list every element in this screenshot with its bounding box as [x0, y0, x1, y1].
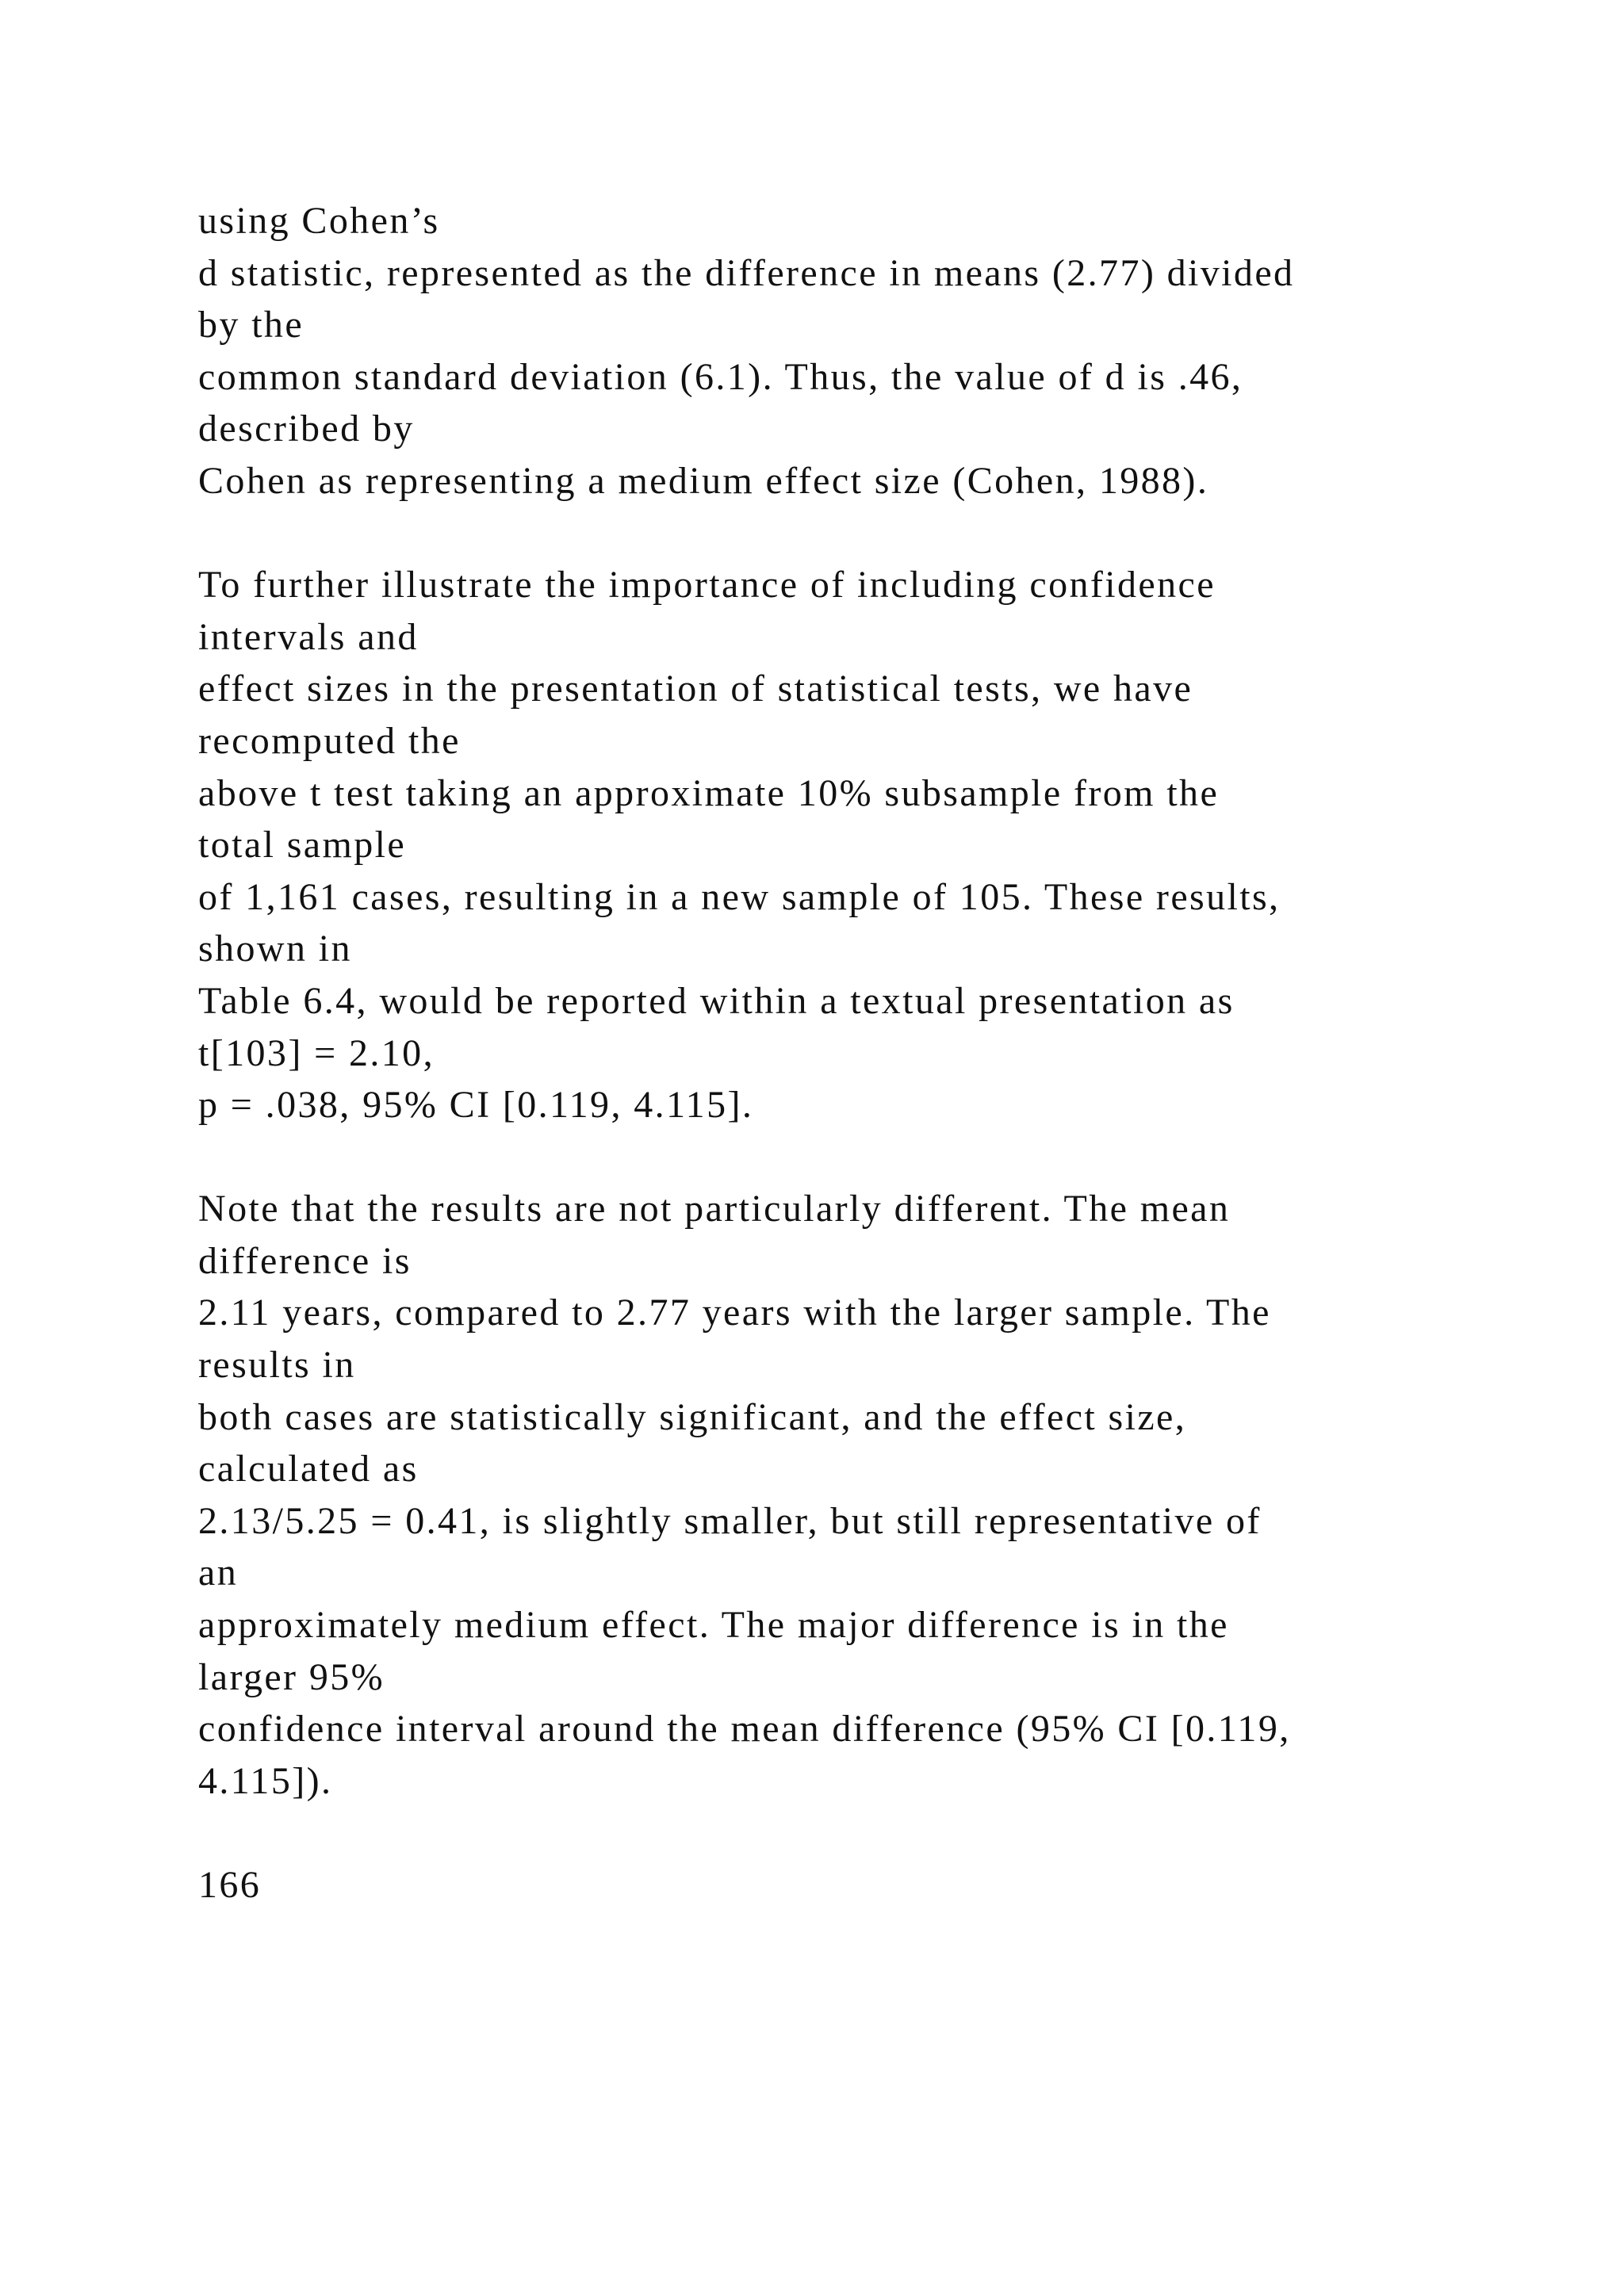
text-line: using Cohen’s — [198, 200, 440, 242]
text-line: an — [198, 1552, 239, 1594]
text-line: results in — [198, 1344, 356, 1387]
paragraph-subsample — [198, 559, 1546, 1131]
text-line: of 1,161 cases, resulting in a new sample of 105. These results, — [198, 875, 1281, 918]
text-line: approximately medium effect. The major difference is in the — [198, 1604, 1229, 1647]
text-line: Cohen as representing a medium effect size (Cohen, 1988). — [198, 459, 1209, 502]
text-line: recomputed the — [198, 719, 461, 762]
text-line: described by — [198, 408, 415, 450]
text-line: by the — [198, 304, 304, 346]
text-line: difference is — [198, 1239, 412, 1282]
text-line: confidence interval around the mean difference (95% CI [0.119, — [198, 1708, 1291, 1751]
page-number: 166 — [198, 1864, 262, 1906]
text-line: both cases are statistically significant, and the effect size, — [198, 1395, 1187, 1438]
paragraph-comparison — [198, 1183, 1546, 1807]
text-line: 2.11 years, compared to 2.77 years with the larger sample. The — [198, 1292, 1271, 1334]
text-line: shown in — [198, 928, 352, 970]
text-line: d statistic, represented as the difference in means (2.77) divided — [198, 251, 1295, 294]
body-text — [198, 195, 1546, 1911]
text-line: above t test taking an approximate 10% subsample from the — [198, 771, 1220, 814]
text-line: effect sizes in the presentation of statistical tests, we have — [198, 668, 1193, 710]
text-line: p = .038, 95% CI [0.119, 4.115]. — [198, 1084, 754, 1127]
text-line: Note that the results are not particularly different. The mean — [198, 1188, 1231, 1230]
text-line: common standard deviation (6.1). Thus, the value of d is .46, — [198, 355, 1243, 398]
text-line: Table 6.4, would be reported within a textual presentation as — [198, 979, 1235, 1022]
text-line: t[103] = 2.10, — [198, 1031, 435, 1074]
text-line: intervals and — [198, 615, 419, 658]
paragraph-cohens-d — [198, 195, 1546, 507]
text-line: To further illustrate the importance of including confidence — [198, 564, 1216, 607]
text-line: larger 95% — [198, 1655, 385, 1698]
text-line: calculated as — [198, 1448, 419, 1490]
text-line: 2.13/5.25 = 0.41, is slightly smaller, but still representative of — [198, 1499, 1262, 1542]
text-line: total sample — [198, 824, 407, 867]
text-line: 4.115]). — [198, 1759, 333, 1802]
